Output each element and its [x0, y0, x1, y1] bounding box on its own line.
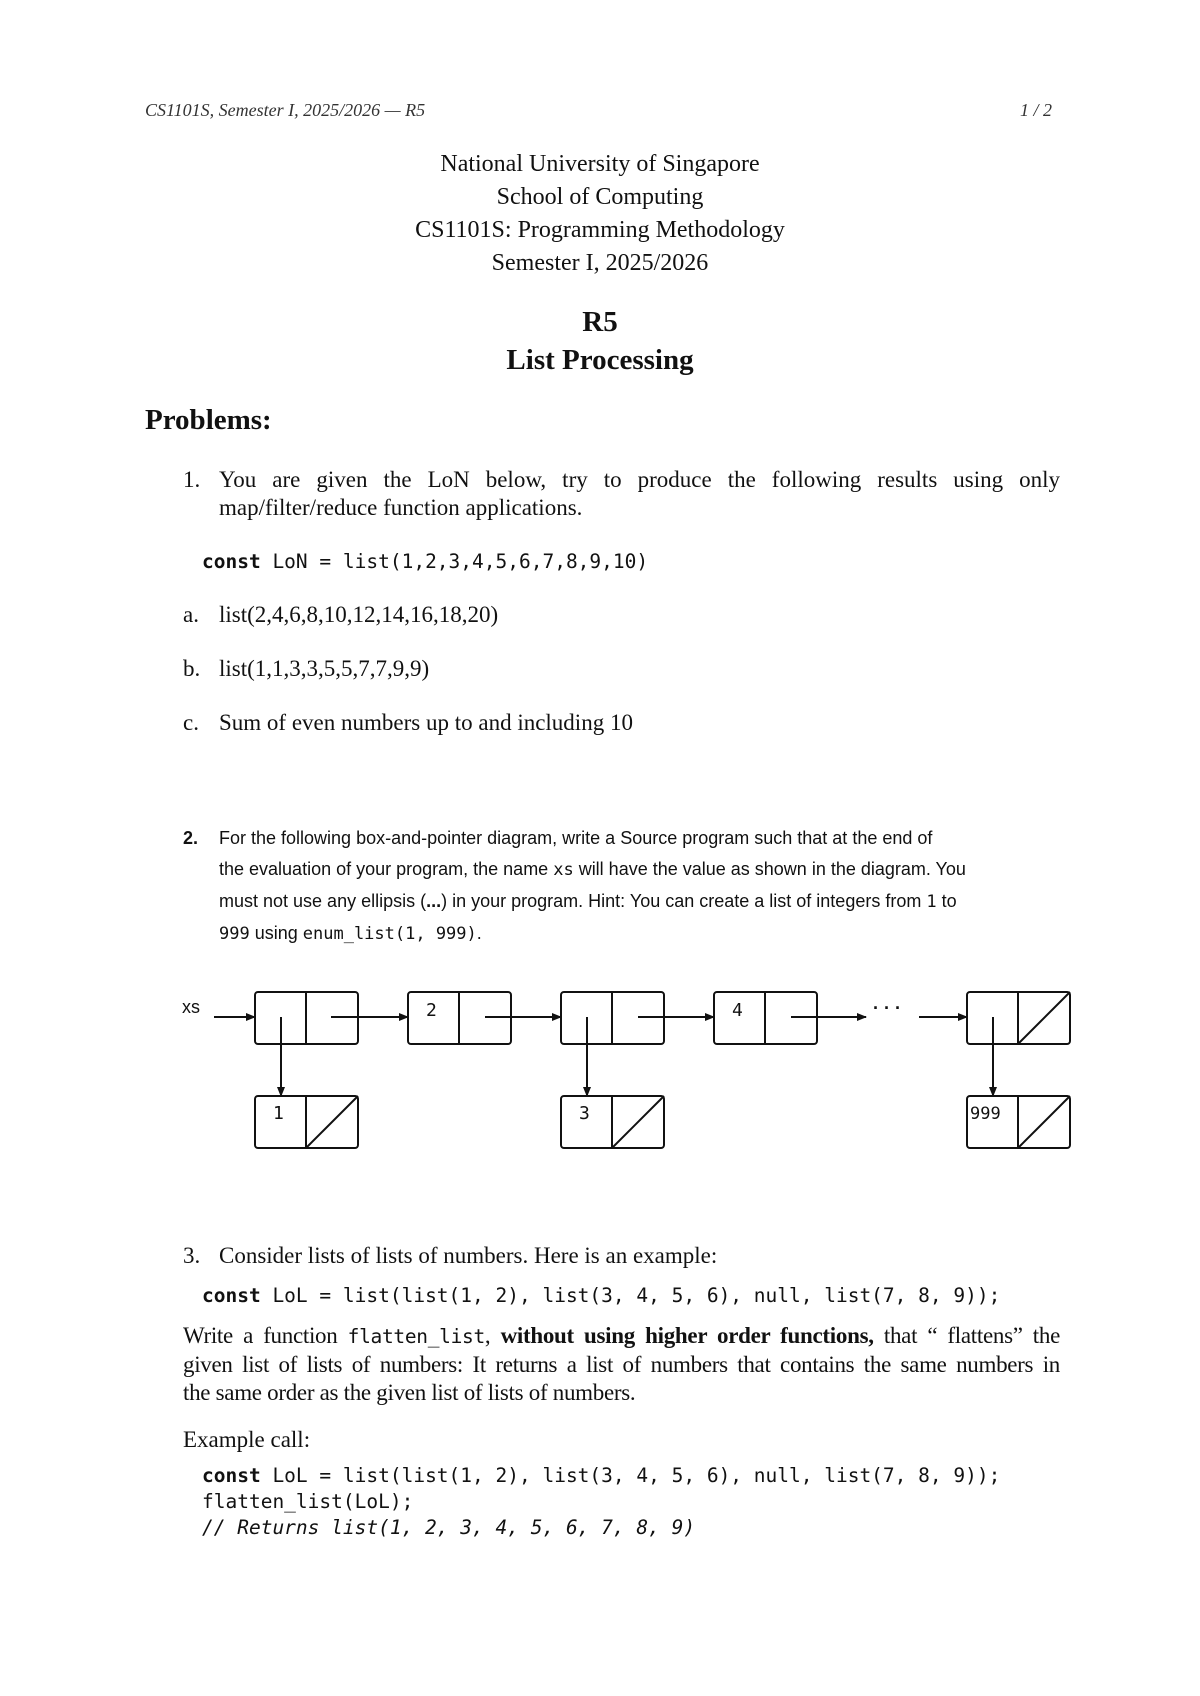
sub-pair-3-value: 3: [579, 1103, 590, 1124]
q3-para-line-3: the same order as the given list of lists of numbers.: [183, 1380, 636, 1405]
sub-pair-1-value: 1: [273, 1103, 284, 1124]
q1-item-a-text: list(2,4,6,8,10,12,14,16,18,20): [219, 602, 499, 627]
q1-code-keyword: const: [202, 550, 261, 573]
q3-para-line-1: [183, 1322, 1060, 1351]
sub-pair-1-null-slash: [306, 1096, 358, 1148]
q2-line-3-e: to: [936, 891, 957, 911]
q3-flatten-list-code: flatten_list: [347, 1325, 485, 1348]
q3-example-comment: // Returns list(1, 2, 3, 4, 5, 6, 7, 8, 9): [202, 1516, 696, 1539]
school-name: School of Computing: [496, 184, 704, 210]
recitation-topic: List Processing: [506, 344, 694, 376]
q3-intro: Consider lists of lists of numbers. Here is an example:: [219, 1243, 718, 1268]
q3-code-keyword: const: [202, 1284, 261, 1307]
q2-line-3-c: ) in your program. Hint: You can create a list of integers from: [441, 891, 927, 911]
q3-para-1-a: Write a function: [183, 1323, 348, 1348]
q3-code-example: [202, 1283, 1000, 1309]
sub-pair-3-null-slash: [612, 1096, 664, 1148]
page-number: 1 / 2: [1020, 100, 1053, 120]
xs-label: xs: [182, 997, 200, 1017]
q2-line-4-b: using: [249, 923, 303, 943]
pair-4-value: 4: [732, 1000, 743, 1021]
q2-enum-list-code: enum_list(1, 999): [302, 924, 477, 944]
q3-example-label: Example call:: [183, 1427, 311, 1452]
diagram-ellipsis: · · ·: [873, 998, 901, 1018]
q3-number: 3.: [183, 1243, 201, 1268]
q2-line-4-d: .: [476, 923, 482, 943]
q2-number: 2.: [183, 828, 199, 848]
q3-code-body: LoL = list(list(1, 2), list(3, 4, 5, 6), null, list(7, 8, 9));: [260, 1284, 1001, 1307]
q1-line-2: map/filter/reduce function applications.: [219, 495, 583, 520]
semester-name: Semester I, 2025/2026: [491, 250, 709, 276]
q2-line-2-a: the evaluation of your program, the name: [219, 859, 554, 879]
q1-item-a-label: a.: [183, 602, 199, 627]
q3-example-line-1-body: LoL = list(list(1, 2), list(3, 4, 5, 6), null, list(7, 8, 9));: [260, 1464, 1001, 1487]
q2-one-code: 1: [926, 892, 937, 912]
q2-xs-code: xs: [553, 860, 574, 880]
q3-example-line-1: [202, 1463, 1000, 1489]
q2-line-2-b: will have the value as shown in the diagram. You: [573, 859, 966, 879]
recitation-code: R5: [582, 306, 618, 338]
q2-line-3-a: must not use any ellipsis (: [219, 891, 427, 911]
q3-para-1-c: that “ flattens” the: [873, 1323, 1061, 1348]
q3-example-keyword: const: [202, 1464, 261, 1487]
q2-999-code: 999: [219, 924, 250, 944]
sub-pair-last-value: 999: [970, 1104, 1001, 1124]
sub-pair-last-null-slash: [1018, 1096, 1070, 1148]
q2-ellipsis-text: ...: [426, 891, 442, 911]
q1-code-body: LoN = list(1,2,3,4,5,6,7,8,9,10): [260, 550, 649, 573]
q3-para-1-b: ,: [484, 1323, 501, 1348]
q1-item-b-text: list(1,1,3,3,5,5,7,7,9,9): [219, 656, 430, 681]
q3-bold-constraint: without using higher order functions,: [500, 1323, 874, 1348]
q1-item-b-label: b.: [183, 656, 201, 681]
pair-2-value: 2: [426, 1000, 437, 1021]
course-name: CS1101S: Programming Methodology: [415, 217, 785, 243]
q3-example-line-2: flatten_list(LoL);: [202, 1490, 414, 1513]
q1-item-c-text: Sum of even numbers up to and including 10: [219, 710, 633, 735]
q1-number: 1.: [183, 467, 201, 492]
q1-item-c-label: c.: [183, 710, 199, 735]
q3-para-line-2: given list of lists of numbers: It returns a list of numbers that contains the same numbers in: [183, 1352, 1060, 1377]
q3-paragraph: [183, 1322, 1060, 1407]
pair-last-null-slash: [1018, 992, 1070, 1044]
q2-line-1: For the following box-and-pointer diagram, write a Source program such that at the end of: [219, 828, 933, 848]
running-header-left: CS1101S, Semester I, 2025/2026 — R5: [145, 100, 426, 120]
q1-line-1: You are given the LoN below, try to produce the following results using only: [219, 467, 1060, 492]
university-name: National University of Singapore: [440, 151, 760, 177]
q3-example-code: [202, 1463, 1000, 1541]
problems-heading: Problems:: [145, 404, 272, 436]
